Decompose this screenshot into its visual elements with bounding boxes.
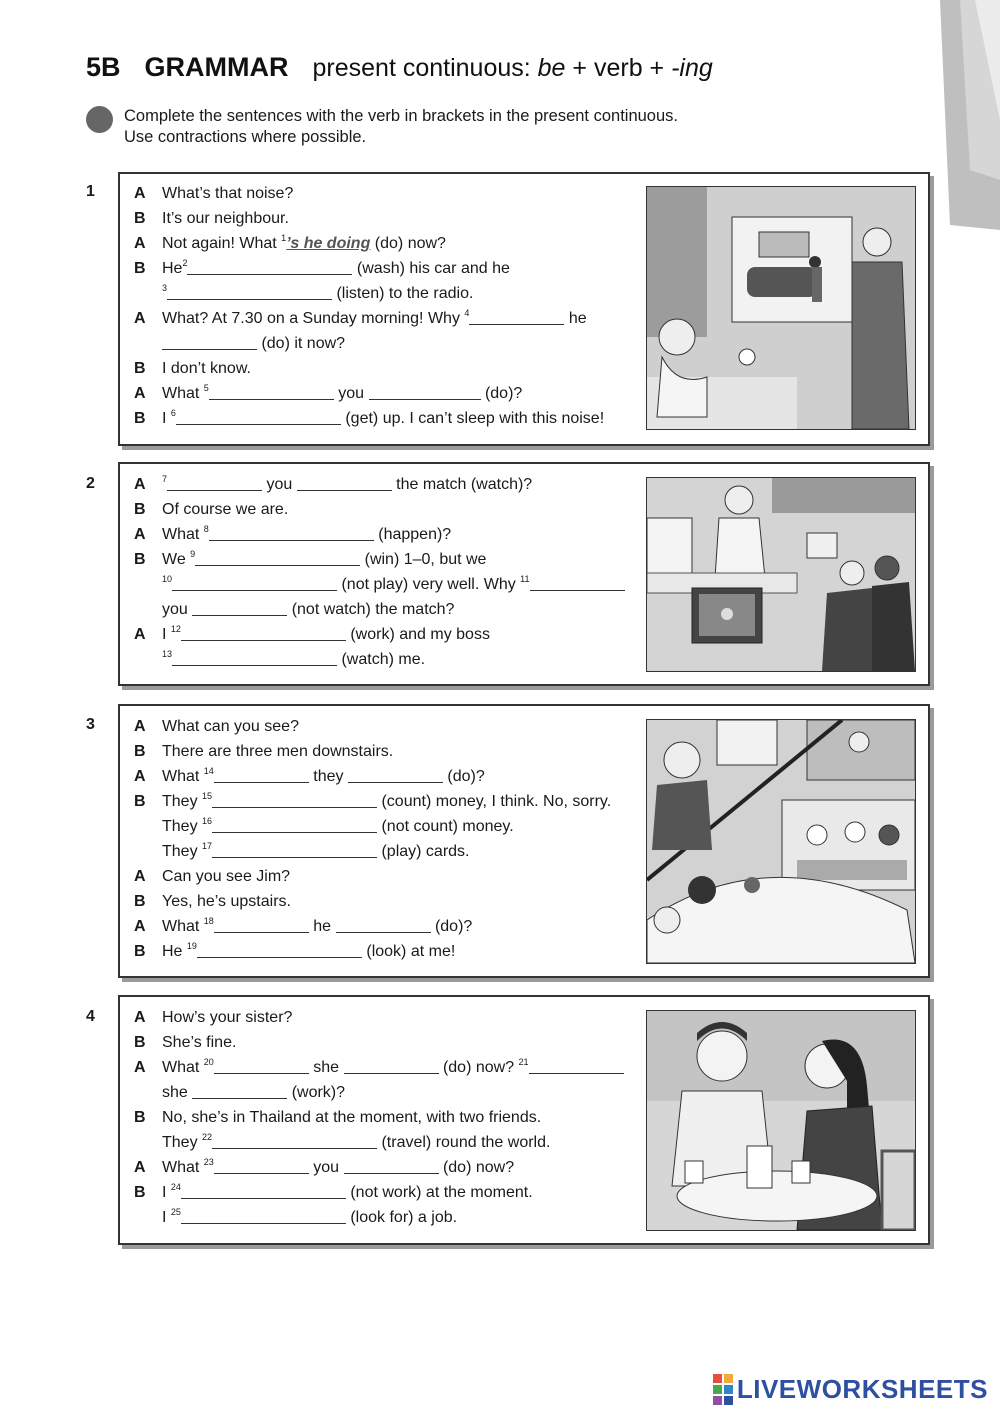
exercise-number: 1 bbox=[86, 183, 95, 200]
answer-blank[interactable] bbox=[214, 766, 309, 783]
liveworksheets-logo bbox=[713, 1374, 988, 1404]
answer-blank[interactable] bbox=[167, 283, 332, 300]
exercise-box-1: A What’s that noise? B It’s our neighbour. A Not again! What $^1$’s he doing (do) now? B He$^2$ (wash) his car and he $^3$ (listen) to the radio. A What? At 7.30 on a Sunday morning! Why $^4$ he (do) it now? B I don’t know. A What $^5$ you (do)? B I $^6$ (get) up. I can’t sleep with this noise! bbox=[118, 172, 930, 446]
illustration-noisy-neighbour bbox=[646, 186, 916, 430]
answer-blank[interactable] bbox=[176, 408, 341, 425]
topic: present continuous: be + verb + -ing bbox=[312, 54, 713, 82]
illustration-men-downstairs bbox=[646, 719, 916, 964]
answer-blank[interactable] bbox=[172, 574, 337, 591]
answer-blank[interactable] bbox=[209, 383, 334, 400]
answer-blank[interactable] bbox=[195, 549, 360, 566]
exercise-number: 2 bbox=[86, 475, 95, 492]
answer-blank[interactable] bbox=[172, 649, 337, 666]
page-title bbox=[86, 52, 713, 83]
instruction-bullet-icon bbox=[86, 106, 113, 133]
answer-blank[interactable] bbox=[469, 308, 564, 325]
exercise-box-4: A How’s your sister? B She’s fine. A What $^{20}$ she (do) now? $^{21}$ she (work)? B No, she’s in Thailand at the moment, with two friends. They $^{22}$ (travel) round the world. A What $^{23}$ you (do) now? B I $^{24}$ (not work) at the moment. I $^{25}$ (look for) a job. bbox=[118, 995, 930, 1245]
answer-blank[interactable] bbox=[214, 916, 309, 933]
answer-blank[interactable] bbox=[209, 524, 374, 541]
answer-blank[interactable] bbox=[336, 916, 431, 933]
brand-mark-icon bbox=[713, 1374, 733, 1405]
answer-blank[interactable] bbox=[344, 1057, 439, 1074]
brand-name: LIVEWORKSHEETS bbox=[736, 1373, 988, 1404]
answer-blank[interactable] bbox=[297, 474, 392, 491]
answer-blank[interactable] bbox=[192, 599, 287, 616]
example-answer: ’s he doing bbox=[286, 235, 371, 252]
answer-blank[interactable] bbox=[187, 258, 352, 275]
exercise-box-2: A $^7$ you the match (watch)? B Of course we are. A What $^8$ (happen)? B We $^9$ (win) 1–0, but we $^{10}$ (not play) very well. Why $^{11}$ you (not watch) the match? A I $^{12}$ (work) and my boss $^{13}$ (watch) me. bbox=[118, 462, 930, 686]
instructions: Complete the sentences with the verb in brackets in the present continuous. Use contractions where possible. bbox=[124, 107, 678, 146]
corner-decoration bbox=[940, 0, 1000, 230]
unit-code: 5B bbox=[86, 52, 121, 82]
answer-blank[interactable] bbox=[344, 1157, 439, 1174]
answer-blank[interactable] bbox=[214, 1157, 309, 1174]
answer-blank[interactable] bbox=[212, 816, 377, 833]
answer-blank[interactable] bbox=[212, 1132, 377, 1149]
answer-blank[interactable] bbox=[369, 383, 481, 400]
answer-blank[interactable] bbox=[530, 574, 625, 591]
answer-blank[interactable] bbox=[181, 1182, 346, 1199]
answer-blank[interactable] bbox=[192, 1082, 287, 1099]
answer-blank[interactable] bbox=[348, 766, 443, 783]
illustration-cafe-couple bbox=[646, 1010, 916, 1231]
exercise-number: 3 bbox=[86, 716, 95, 733]
answer-blank[interactable] bbox=[181, 624, 346, 641]
answer-blank[interactable] bbox=[197, 941, 362, 958]
exercise-box-3: A What can you see? B There are three men downstairs. A What $^{14}$ they (do)? B They $^{15}$ (count) money, I think. No, sorry. They $^{16}$ (not count) money. They $^{17}$ (play) cards. A Can you see Jim? B Yes, he’s upstairs. A What $^{18}$ he (do)? B He $^{19}$ (look) at me! bbox=[118, 704, 930, 978]
illustration-office-football bbox=[646, 477, 916, 672]
exercise-number: 4 bbox=[86, 1008, 95, 1025]
answer-blank[interactable] bbox=[529, 1057, 624, 1074]
section-name: GRAMMAR bbox=[144, 52, 289, 82]
answer-blank[interactable] bbox=[167, 474, 262, 491]
answer-blank[interactable] bbox=[212, 841, 377, 858]
answer-blank[interactable] bbox=[212, 791, 377, 808]
answer-blank[interactable] bbox=[214, 1057, 309, 1074]
answer-blank[interactable] bbox=[162, 333, 257, 350]
answer-blank[interactable] bbox=[181, 1207, 346, 1224]
